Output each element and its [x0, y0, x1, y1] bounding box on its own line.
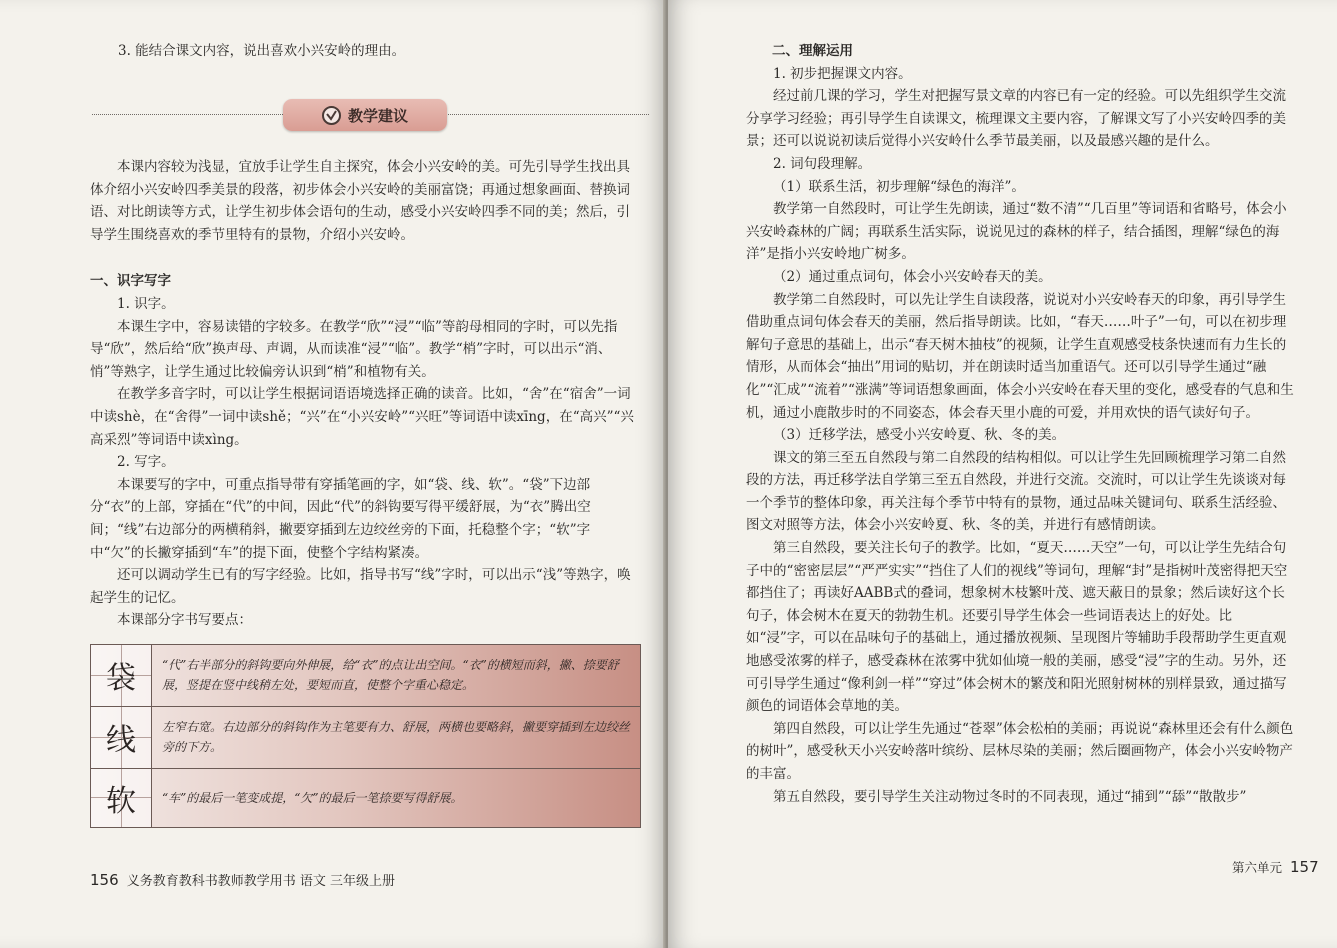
writing-points-table	[90, 644, 641, 828]
item-heading-2: （2）通过重点词句，体会小兴安岭春天的美。	[773, 268, 1052, 285]
right-page-number: 157	[1290, 858, 1319, 876]
writing-tip: “车”的最后一笔变成提，“欠”的最后一笔捺要写得舒展。	[152, 768, 641, 827]
content-paragraph: 经过前几课的学习，学生对把握写景文章的内容已有一定的经验。可以先组织学生交流分享学习经验；再引导学生自读课文，梳理课文主要内容，了解课文写了小兴安岭四季的美景；还可以说说初读后觉得小兴安岭什么季节最美丽，以及最感兴趣的是什么。	[746, 88, 1286, 150]
words-paragraph-5: 第四自然段，可以让学生先通过“苍翠”体会松柏的美丽；再说说“森林里还会有什么颜色的树叶”，感受秋天小兴安岭落叶缤纷、层林尽染的美丽；然后圈画物产，体会小兴安岭物产的丰富。	[746, 720, 1294, 782]
left-footer-title: 义务教育教科书教师教学用书 语文 三年级上册	[126, 874, 396, 889]
sub-heading-writing: 2. 写字。	[117, 454, 175, 471]
right-footer	[1232, 858, 1319, 876]
words-paragraph-1: 教学第一自然段时，可让学生先朗读，通过“数不清”“几百里”等词语和省略号，体会小兴安岭森林的广阔；再联系生活实际，说说见过的森林的样子，结合插图，理解“绿色的海洋”是指小兴安岭地广树多。	[746, 201, 1287, 263]
left-page	[0, 0, 665, 948]
literacy-paragraph-2: 在教学多音字时，可以让学生根据词语语境选择正确的读音。比如，“舍”在“宿舍”一词中读shè，在“舍得”一词中读shě；“兴”在“小兴安岭”“兴旺”等词语中读xīng，在“高兴”“兴高采烈”等词语中读xìng。	[90, 386, 634, 448]
right-footer-title: 第六单元	[1232, 860, 1283, 875]
section2-heading: 二、理解运用	[772, 43, 853, 59]
writing-char: 线	[91, 706, 152, 768]
table-row	[91, 645, 641, 707]
item-heading-1: （1）联系生活，初步理解“绿色的海洋”。	[773, 178, 1025, 195]
words-paragraph-3: 课文的第三至五自然段与第二自然段的结构相似。可以让学生先回顾梳理学习第二自然段的方法，再迁移学法自学第三至五自然段，并进行交流。交流时，可以让学生先谈谈对每一个季节的整体印象，再关注每个季节中特有的景物，通过品味关键词句、联系生活经验、图文对照等方法，体会小兴安岭夏、秋、冬的美，并进行有感情朗读。	[746, 449, 1286, 534]
item-heading-3: （3）迁移学法，感受小兴安岭夏、秋、冬的美。	[773, 427, 1066, 444]
table-intro: 本课部分字书写要点：	[117, 612, 252, 629]
banner-title: 教学建议	[347, 106, 408, 125]
right-body	[746, 40, 1298, 808]
left-page-number: 156	[90, 871, 119, 889]
words-paragraph-4: 第三自然段，要关注长句子的教学。比如，“夏天……天空”一句，可以让学生先结合句子中的“密密层层”“严严实实”“挡住了人们的视线”等词句，理解“封”是指树叶茂密得把天空都挡住了；再读好AABB式的叠词，想象树木枝繁叶茂、遮天蔽日的景象；然后读好这个长句子，体会树木在夏天的勃勃生机。还要引导学生体会一些词语表达上的好处。比如“浸”字，可以在品味句子的基础上，通过播放视频、呈现图片等辅助手段帮助学生更直观地感受浓雾的样子，感受森林在浓雾中犹如仙境一般的美丽，感受“浸”字的生动。另外，还可引导学生通过“像利剑一样”“穿过”体会树木的繁茂和阳光照射树林的别样景致，通过描写颜色的词语体会草地的美。	[746, 540, 1288, 715]
sub-heading-literacy: 1. 识字。	[117, 295, 175, 312]
objective-text: 3. 能结合课文内容，说出喜欢小兴安岭的理由。	[118, 43, 406, 59]
section-banner	[283, 99, 447, 131]
check-arrow-icon	[322, 106, 341, 125]
objective-line	[118, 40, 638, 63]
words-paragraph-6: 第五自然段，要引导学生关注动物过冬时的不同表现，通过“捕到”“舔”“散散步”	[773, 788, 1247, 805]
writing-tip: 左窄右宽。右边部分的斜钩作为主笔要有力、舒展，两横也要略斜，撇要穿插到左边绞丝旁的下方。	[152, 706, 641, 768]
writing-tip: “代”右半部分的斜钩要向外伸展，给“衣”的点让出空间。“衣”的横短而斜，撇、捺要舒展，竖提在竖中线稍左处，要短而直，使整个字重心稳定。	[152, 645, 641, 707]
section1-heading: 一、识字写字	[90, 273, 171, 290]
writing-char: 软	[91, 768, 152, 827]
left-footer	[90, 870, 395, 889]
left-body	[90, 156, 642, 632]
intro-paragraph: 本课内容较为浅显，宜放手让学生自主探究，体会小兴安岭的美。可先引导学生找出具体介绍小兴安岭四季美景的段落，初步体会小兴安岭的美丽富饶；再通过想象画面、替换词语、对比朗读等方式，让学生初步体会语句的生动，感受小兴安岭四季不同的美；然后，引导学生围绕喜欢的季节里特有的景物，介绍小兴安岭。	[90, 159, 630, 243]
writing-paragraph-2: 还可以调动学生已有的写字经验。比如，指导书写“线”字时，可以出示“浅”等熟字，唤起学生的记忆。	[90, 567, 631, 606]
writing-char: 袋	[91, 645, 152, 707]
table-row	[91, 706, 641, 768]
literacy-paragraph-1: 本课生字中，容易读错的字较多。在教学“欣”“浸”“临”等韵母相同的字时，可以先指导“欣”，然后给“欣”换声母、声调，从而读准“浸”“临”。教学“梢”字时，可以出示“消、悄”等熟字，让学生通过比较偏旁认识到“梢”和植物有关。	[90, 318, 618, 380]
sub-heading-content: 1. 初步把握课文内容。	[773, 65, 912, 82]
writing-paragraph-1: 本课要写的字中，可重点指导带有穿插笔画的字，如“袋、线、软”。“袋”下边部分“衣”的上部，穿插在“代”的中间，因此“代”的斜钩要写得平缓舒展，为“衣”腾出空间；“线”右边部分的两横稍斜，撇要穿插到左边绞丝旁的下面，托稳整个字；“软”字中“欠”的长撇穿插到“车”的提下面，使整个字结构紧凑。	[90, 476, 591, 561]
table-row	[91, 768, 641, 827]
words-paragraph-2: 教学第二自然段时，可以先让学生自读段落，说说对小兴安岭春天的印象，再引导学生借助重点词句体会春天的美丽，然后指导朗读。比如，“春天……叶子”一句，可以在初步理解句子意思的基础上，出示“春天树木抽枝”的视频，让学生直观感受枝条快速而有力生长的情形，从而体会“抽出”用词的贴切，并在朗读时适当加重语气。还可以引导学生通过“融化”“汇成”“流着”“涨满”等词语想象画面，体会小兴安岭在春天里的变化，感受春的气息和生机，通过小鹿散步时的不同姿态，体会春天里小鹿的可爱，并用欢快的语气读好句子。	[746, 291, 1294, 421]
right-page	[668, 0, 1337, 948]
sub-heading-words: 2. 词句段理解。	[773, 155, 872, 172]
